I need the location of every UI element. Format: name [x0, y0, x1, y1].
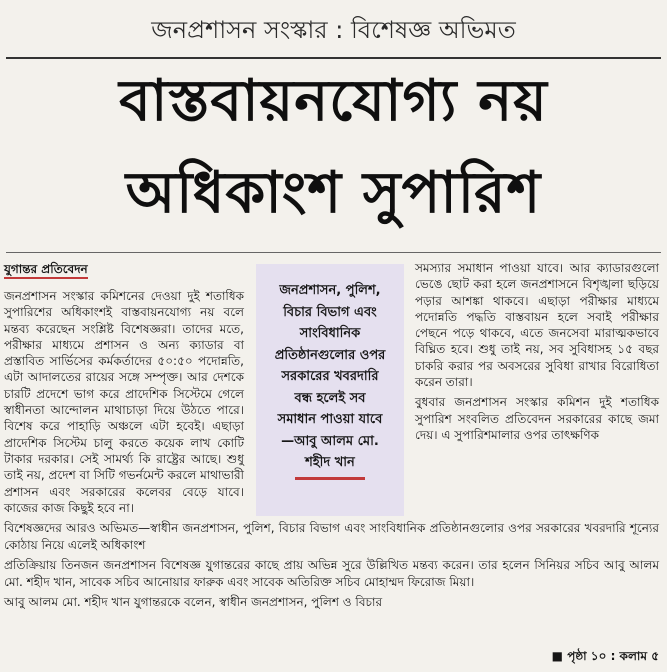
headline-line-1: বাস্তবায়নযোগ্য নয় — [119, 68, 548, 134]
quote-line: বন্ধ হলেই সব — [294, 390, 366, 406]
continuation-note: ■ পৃষ্ঠা ১০ : কলাম ৫ — [551, 649, 659, 663]
top-divider — [6, 57, 661, 59]
paragraph: প্রতিক্রিয়ায় তিনজন জনপ্রশাসন বিশেষজ্ঞ যুগান্তরের কাছে প্রায় অভিন্ন সুরে উল্লিখিত মন্তব্য করেন। তার হলেন সিনিয়র সচিব আবু আলম মো. শহীদ খান, সাবেক সচিব আনোয়ার ফারুক এবং সাবেক অতিরিক্ত সচিব মোহাম্মদ ফিরোজ মিয়া। — [4, 558, 659, 589]
kicker: জনপ্রশাসন সংস্কার : বিশেষজ্ঞ অভিমত — [151, 16, 516, 44]
paragraph: সমস্যার সমাধান পাওয়া যাবে। আর ক্যাডারগুলো ভেঙে ছোট করা হলে জনপ্রশাসনে বিশৃঙ্খলা ছড়িয়ে পড়ার আশঙ্কা থাকবে। এছাড়া পরীক্ষার মাধ্যমে পদোন্নতি পদ্ধতি বাস্তবায়ন হলে সবাই পরীক্ষার পেছনে পড়ে থাকবে, এতে জনসেবা মারাত্মকভাবে বিঘ্নিত হবে। শুধু তাই নয়, সব সুবিধাসহ ১৫ বছর চাকরি করার পর অবসরের সুবিধা রাখার বিরোধিতা করেন তারা। — [415, 261, 659, 390]
byline: যুগান্তর প্রতিবেদন — [4, 260, 244, 278]
headline-divider — [6, 252, 661, 253]
pull-quote — [256, 264, 404, 516]
attribution-line-1: —আবু আলম মো. — [281, 433, 379, 449]
quote-attribution — [256, 431, 404, 480]
bottom-text — [4, 520, 659, 611]
quote-line: প্রতিষ্ঠানগুলোর ওপর — [274, 347, 386, 363]
quote-line: বিচার বিভাগ এবং — [283, 304, 377, 320]
right-column — [415, 260, 659, 443]
quote-line: সরকারের খবরদারি — [281, 369, 379, 384]
paragraph: জনপ্রশাসন সংস্কার কমিশনের দেওয়া দুই শতাধিক সুপারিশের অধিকাংশই বাস্তবায়নযোগ্য নয় বলে মন্তব্য করেছেন সংশ্লিষ্ট বিশেষজ্ঞরা। তাদের মতে, পরীক্ষার মাধ্যমে প্রশাসন ও অন্য ক্যাডার বা প্রস্তাবিত সার্ভিসের কর্মকর্তাদের ৫০:৫০ পদোন্নতি, এটা আদালতের রায়ের সঙ্গে সম্পৃক্ত। আর দেশকে চারটি প্রদেশে ভাগ করে প্রাদেশিক সিস্টেমে গেলে স্বাধীনতা আন্দোলন মাথাচাড়া দিয়ে উঠতে পারে। বিশেষ করে পাহাড়ি অঞ্চলে এটা হবেই। এছাড়া প্রাদেশিক সিস্টেম চালু করতে কয়েক লাখ কোটি টাকার দরকার। সেই সামর্থ্য কি রাষ্ট্রের আছে। শুধু তাই নয়, প্রদেশ বা সিটি গভর্নমেন্ট করলে মাথাভারী প্রশাসন এবং সরকারের কলেবর বেড়ে যাবে। কাজের কাজ কিছুই হবে না। — [4, 289, 244, 515]
headline-line-2: অধিকাংশ সুপারিশ — [125, 160, 542, 226]
paragraph: বিশেষজ্ঞদের আরও অভিমত—স্বাধীন জনপ্রশাসন, পুলিশ, বিচার বিভাগ এবং সাংবিধানিক প্রতিষ্ঠানগুলোর ওপর সরকারের খবরদারি শূন্যের কোঠায় নিয়ে এলেই অধিকাংশ — [4, 521, 659, 552]
paragraph: বুধবার জনপ্রশাসন সংস্কার কমিশন দুই শতাধিক সুপারিশ সংবলিত প্রতিবেদন সরকারের কাছে জমা দেয়। এ সুপারিশমালার ওপর তাৎক্ষণিক — [415, 395, 659, 442]
quote-line: সাংবিধানিক — [299, 326, 361, 341]
attribution-underline — [295, 477, 365, 480]
quote-line: সমাধান পাওয়া যাবে — [277, 412, 383, 427]
quote-line: জনপ্রশাসন, পুলিশ, — [279, 283, 381, 298]
left-column — [4, 260, 244, 516]
attribution-line-2: শহীদ খান — [305, 455, 355, 470]
paragraph: আবু আলম মো. শহীদ খান যুগান্তরকে বলেন, স্বাধীন জনপ্রশাসন, পুলিশ ও বিচার — [4, 595, 383, 609]
